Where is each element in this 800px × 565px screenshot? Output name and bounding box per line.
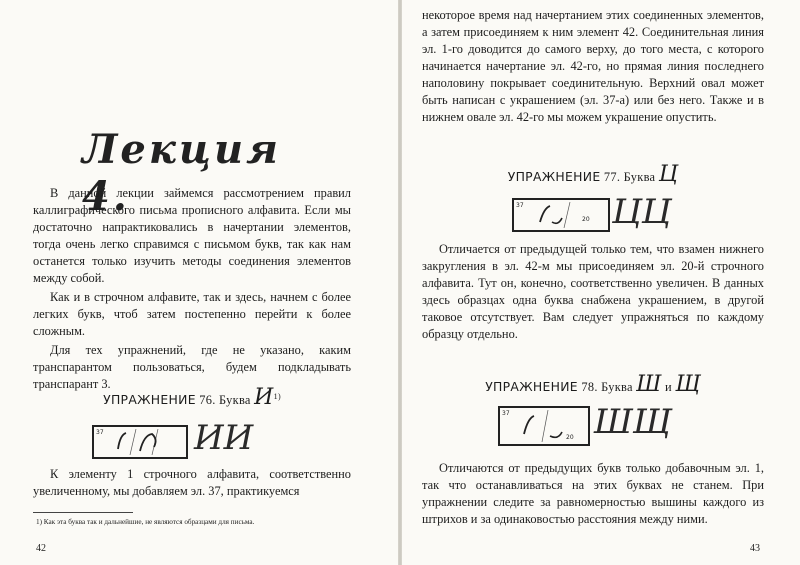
right-page	[402, 0, 800, 565]
lecture-title-text: Лекция 4.	[82, 126, 281, 220]
transparency-frame: 37	[92, 425, 188, 459]
exercise-76-letters: ИИ	[194, 418, 254, 458]
top-text	[422, 7, 764, 126]
transparency-frame: 37 20	[512, 198, 610, 232]
frame-lines-icon	[516, 202, 606, 228]
intro-paragraph-3: Для тех упражнений, где не указано, каким транспарантом пользоваться, будем подкладывать транспарант 3.	[33, 343, 351, 391]
mid-paragraph: Отличается от предыдущей только тем, что взамен нижнего закругления в эл. 42-м мы присоединяем эл. 20-й строчного алфавита. Тут он, конечно, соответственно увеличен. В данных здесь образцах одна буква снабжена украшением, в другой таковое отсутствует. Вам следует упражняться по каждому образцу отдельно.	[422, 242, 764, 341]
frame-lines-icon	[502, 410, 586, 442]
after-paragraph: К элементу 1 строчного алфавита, соответственно увеличенному, мы добавляем эл. 37, практикуемся	[33, 467, 351, 498]
exercise-78-letter-2: Щ	[675, 372, 701, 397]
footnote: 1) Как эта буква так и дальнейшие, не являются образцами для письма.	[36, 518, 255, 526]
exercise-77-heading: УПРАЖНЕНИЕ 77. Буква Ц	[507, 162, 679, 187]
page-number-right: 43	[750, 543, 760, 554]
frame-lines-icon	[96, 429, 184, 455]
mid-text	[422, 241, 764, 343]
bottom-text	[422, 460, 764, 528]
footnote-divider	[33, 512, 133, 513]
exercise-78-heading: УПРАЖНЕНИЕ 78. Буква Ш и Щ	[485, 372, 701, 397]
left-page	[0, 0, 398, 565]
bottom-paragraph: Отличаются от предыдущих букв только добавочным эл. 1, так что останавливаться на этих буквах не станем. При упражнении следите за равномерностью вышины каждого из штрихов и за одинаковостью расстояния между ними.	[422, 461, 764, 526]
page-number-left: 42	[36, 543, 46, 554]
top-paragraph: некоторое время над начертанием этих соединенных элементов, а затем присоединяем к ним элемент 42. Соединительная линия эл. 1-го доводится до самого верху, до того места, с которого начинается начертание эл. 42-го, но прямая линия последнего наполовину покрывает соединительную. Верхний овал может быть написан с украшением (эл. 37-а) или без него. Также и в нижнем овале эл. 42-го мы можем украшение опустить.	[422, 8, 764, 124]
intro-paragraph-1: В данной лекции займемся рассмотрением правил каллиграфического письма прописного алфавита. Если мы достаточно напрактиковались в начертании элементов, тогда очень легко справимся с письмом букв, так как нам останется только изучить методы соединения элементов между собой.	[33, 186, 351, 285]
exercise-77-letters: ЦЦ	[612, 192, 672, 232]
exercise-77-letter: Ц	[658, 162, 679, 187]
transparency-frame: 37 20	[498, 406, 590, 446]
exercise-76-heading: УПРАЖНЕНИЕ 76. Буква $И^{1)}$	[103, 385, 281, 410]
intro-paragraph-2: Как и в строчном алфавите, так и здесь, начнем с более легких букв, чтоб затем постепенно перейти к более сложным.	[33, 290, 351, 338]
after-text	[33, 466, 351, 500]
exercise-78-letters: ШЩ	[594, 402, 672, 442]
exercise-76-letter: И	[254, 385, 274, 410]
intro-text	[33, 185, 351, 393]
lecture-title	[82, 126, 322, 220]
exercise-78-letter-1: Ш	[636, 372, 662, 397]
